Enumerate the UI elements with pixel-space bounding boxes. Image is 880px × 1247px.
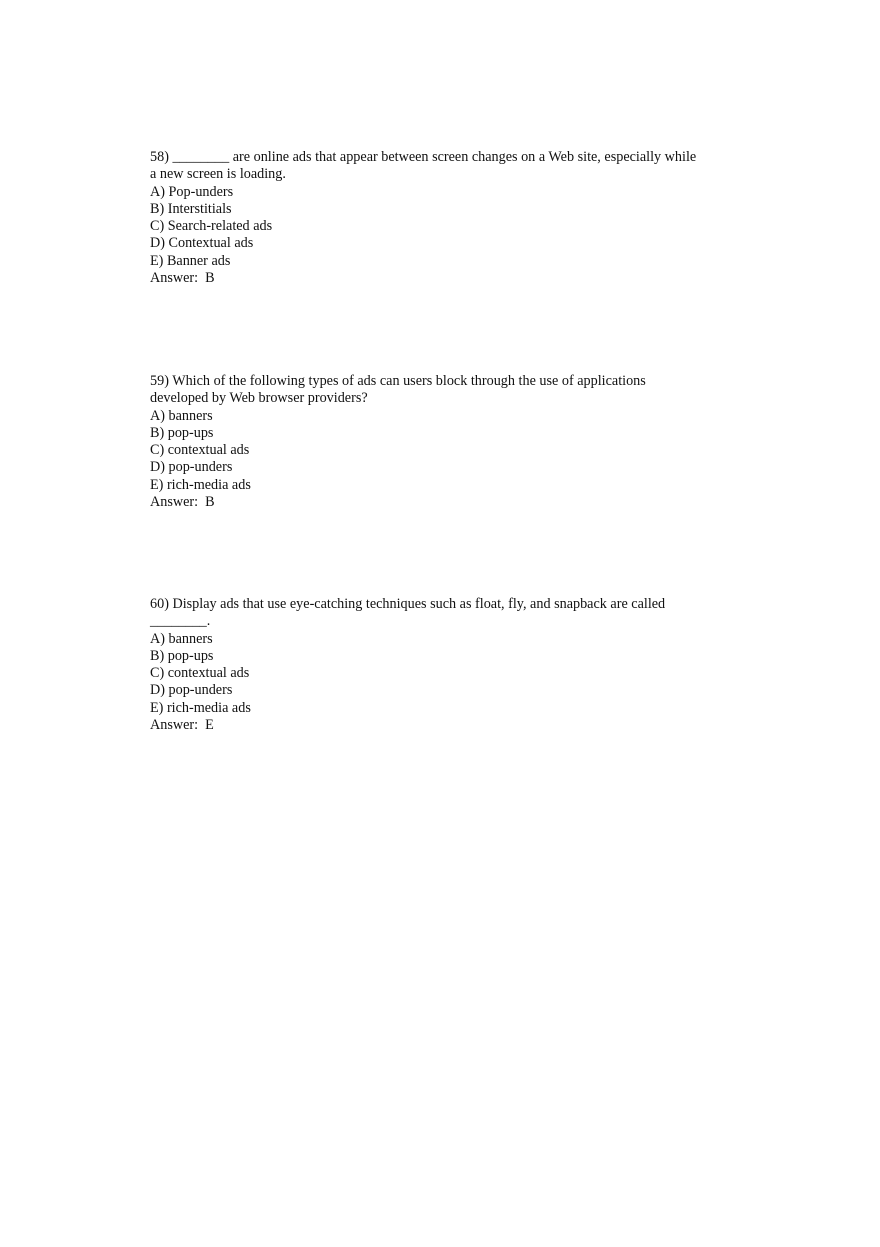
option-e: E) rich-media ads [150, 699, 251, 716]
option-c: C) Search-related ads [150, 218, 273, 235]
option-d: D) pop-unders [150, 682, 233, 699]
question-stem-line: 58) ________ are online ads that appear between screen changes on a Web site, especially while [150, 149, 697, 165]
answer: Answer: B [150, 494, 215, 511]
option-b: B) pop-ups [150, 647, 214, 664]
question-stem-line: a new screen is loading. [150, 166, 286, 183]
option-a: A) Pop-unders [150, 183, 234, 200]
question-stem-line: ________. [150, 613, 211, 630]
question-59 [150, 373, 740, 511]
option-a: A) banners [150, 630, 213, 647]
option-a: A) banners [150, 407, 213, 424]
option-c: C) contextual ads [150, 665, 250, 682]
option-d: D) pop-unders [150, 459, 233, 476]
option-c: C) contextual ads [150, 442, 250, 459]
question-stem-line: developed by Web browser providers? [150, 390, 368, 407]
answer: Answer: B [150, 270, 215, 287]
option-e: E) Banner ads [150, 252, 231, 269]
option-b: B) pop-ups [150, 424, 214, 441]
option-b: B) Interstitials [150, 200, 232, 217]
option-d: D) Contextual ads [150, 235, 254, 252]
question-stem-line: 59) Which of the following types of ads can users block through the use of applications [150, 373, 646, 389]
option-e: E) rich-media ads [150, 476, 251, 493]
question-58 [150, 149, 740, 287]
question-60 [150, 596, 740, 734]
answer: Answer: E [150, 717, 214, 734]
question-stem-line: 60) Display ads that use eye-catching techniques such as float, fly, and snapback are called [150, 596, 666, 612]
